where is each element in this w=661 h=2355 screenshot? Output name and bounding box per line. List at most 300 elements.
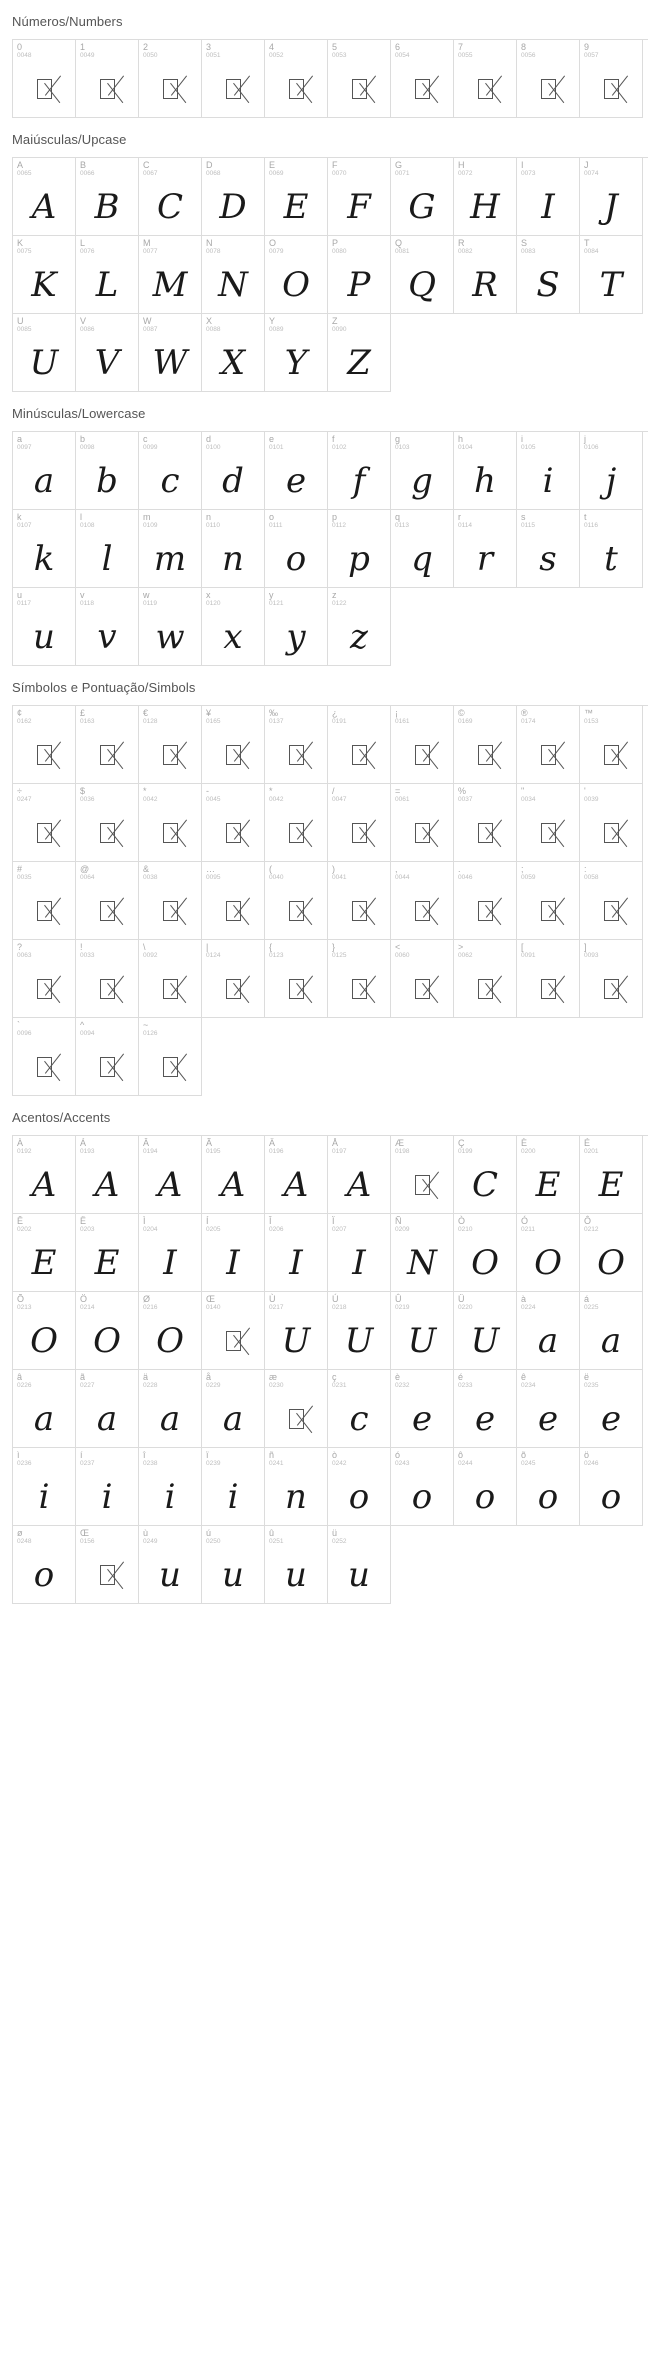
glyph-cell[interactable]	[517, 784, 580, 862]
glyph-missing-box-icon	[391, 1158, 453, 1211]
glyph-cell[interactable]	[454, 1292, 517, 1370]
glyph-cell[interactable]	[202, 432, 265, 510]
glyph-cell[interactable]	[580, 510, 643, 588]
glyph-preview: o	[348, 1476, 370, 1517]
glyph-cell[interactable]	[454, 158, 517, 236]
glyph-section	[0, 666, 661, 1096]
glyph-cell[interactable]	[76, 158, 139, 236]
glyph-cell[interactable]	[76, 706, 139, 784]
glyph-cell[interactable]	[391, 432, 454, 510]
glyph-cell[interactable]	[139, 862, 202, 940]
glyph-cell[interactable]	[76, 1448, 139, 1526]
glyph-code-label: 0085	[17, 326, 32, 333]
glyph-code-label: 0083	[521, 248, 536, 255]
glyph-missing-box-icon	[202, 728, 264, 781]
glyph-missing-box-icon	[580, 806, 642, 859]
glyph-cell[interactable]	[580, 236, 643, 314]
glyph-character-label: ^	[80, 1020, 85, 1030]
glyph-cell[interactable]	[328, 158, 391, 236]
glyph-missing-box-icon	[517, 806, 579, 859]
glyph-code-label: 0123	[269, 952, 284, 959]
glyph-code-label: 0248	[17, 1538, 32, 1545]
glyph-cell[interactable]	[391, 1214, 454, 1292]
glyph-character-label: â	[17, 1372, 23, 1382]
glyph-character-label: /	[332, 786, 335, 796]
glyph-cell[interactable]	[391, 862, 454, 940]
glyph-cell[interactable]	[580, 862, 643, 940]
glyph-cell[interactable]	[328, 314, 391, 392]
glyph-code-label: 0237	[80, 1460, 95, 1467]
glyph-cell[interactable]	[265, 784, 328, 862]
glyph-character-label: æ	[269, 1372, 278, 1382]
glyph-missing-box-icon	[328, 962, 390, 1015]
glyph-cell[interactable]	[328, 1448, 391, 1526]
glyph-cell[interactable]	[517, 432, 580, 510]
glyph-cell[interactable]	[391, 510, 454, 588]
glyph-cell[interactable]	[76, 1370, 139, 1448]
glyph-cell[interactable]	[202, 706, 265, 784]
glyph-character-label: [	[521, 942, 524, 952]
glyph-cell[interactable]	[517, 1370, 580, 1448]
glyph-cell[interactable]	[517, 236, 580, 314]
glyph-character-label: b	[80, 434, 86, 444]
glyph-code-label: 0105	[521, 444, 536, 451]
glyph-code-label: 0137	[269, 718, 284, 725]
glyph-preview: X	[220, 342, 246, 383]
glyph-character-label: '	[584, 786, 586, 796]
glyph-cell[interactable]	[202, 314, 265, 392]
glyph-character-label: ~	[143, 1020, 149, 1030]
glyph-cell[interactable]	[13, 1214, 76, 1292]
glyph-cell[interactable]	[76, 1136, 139, 1214]
glyph-cell[interactable]	[202, 1448, 265, 1526]
glyph-code-label: 0109	[143, 522, 158, 529]
glyph-cell[interactable]	[580, 432, 643, 510]
glyph-cell[interactable]	[139, 588, 202, 666]
glyph-missing-box-icon	[517, 884, 579, 937]
glyph-cell[interactable]	[580, 1214, 643, 1292]
glyph-cell[interactable]	[580, 940, 643, 1018]
glyph-cell[interactable]	[265, 1448, 328, 1526]
glyph-preview: V	[94, 342, 120, 383]
glyph-cell[interactable]	[13, 1018, 76, 1096]
glyph-code-label: 0249	[143, 1538, 158, 1545]
glyph-preview: x	[223, 616, 243, 657]
glyph-character-label: i	[521, 434, 523, 444]
glyph-code-label: 0231	[332, 1382, 347, 1389]
glyph-code-label: 0058	[584, 874, 599, 881]
glyph-cell[interactable]	[13, 1370, 76, 1448]
glyph-preview: o	[411, 1476, 433, 1517]
glyph-cell[interactable]	[328, 784, 391, 862]
glyph-preview: K	[31, 264, 57, 305]
glyph-preview: U	[407, 1320, 437, 1361]
glyph-cell[interactable]	[328, 40, 391, 118]
glyph-code-label: 0119	[143, 600, 157, 607]
glyph-cell[interactable]	[202, 784, 265, 862]
glyph-cell[interactable]	[517, 1214, 580, 1292]
glyph-character-label: j	[584, 434, 586, 444]
glyph-cell[interactable]	[13, 1526, 76, 1604]
glyph-cell[interactable]	[454, 432, 517, 510]
glyph-cell[interactable]	[328, 940, 391, 1018]
glyph-character-label: ë	[584, 1372, 590, 1382]
glyph-code-label: 0073	[521, 170, 536, 177]
glyph-character-label: e	[269, 434, 275, 444]
glyph-preview: e	[537, 1398, 559, 1439]
glyph-cell[interactable]	[202, 236, 265, 314]
glyph-cell[interactable]	[139, 706, 202, 784]
glyph-cell[interactable]	[517, 1136, 580, 1214]
glyph-code-label: 0036	[80, 796, 95, 803]
glyph-missing-box-icon	[13, 884, 75, 937]
glyph-cell[interactable]	[517, 1292, 580, 1370]
glyph-cell[interactable]	[202, 1214, 265, 1292]
glyph-cell[interactable]	[265, 510, 328, 588]
glyph-character-label: Ö	[80, 1294, 88, 1304]
glyph-cell[interactable]	[328, 1526, 391, 1604]
glyph-cell[interactable]	[76, 1292, 139, 1370]
glyph-preview: G	[408, 186, 436, 227]
glyph-section	[0, 1096, 661, 1604]
glyph-code-label: 0102	[332, 444, 347, 451]
glyph-cell[interactable]	[328, 236, 391, 314]
glyph-cell[interactable]	[139, 510, 202, 588]
glyph-cell[interactable]	[328, 510, 391, 588]
glyph-preview: A	[157, 1164, 183, 1205]
glyph-character-label: û	[269, 1528, 275, 1538]
glyph-character-label: I	[521, 160, 524, 170]
glyph-cell[interactable]	[391, 236, 454, 314]
glyph-cell[interactable]	[139, 1018, 202, 1096]
glyph-character-label: Î	[269, 1216, 272, 1226]
glyph-character-label: .	[458, 864, 461, 874]
glyph-cell[interactable]	[202, 40, 265, 118]
glyph-cell[interactable]	[139, 432, 202, 510]
glyph-cell[interactable]	[454, 940, 517, 1018]
glyph-cell[interactable]	[580, 784, 643, 862]
glyph-cell[interactable]	[265, 1292, 328, 1370]
glyph-missing-box-icon	[265, 884, 327, 937]
glyph-cell[interactable]	[391, 1136, 454, 1214]
glyph-cell[interactable]	[517, 158, 580, 236]
glyph-cell[interactable]	[265, 432, 328, 510]
glyph-preview: F	[347, 186, 371, 227]
glyph-cell[interactable]	[76, 940, 139, 1018]
glyph-cell[interactable]	[139, 1214, 202, 1292]
glyph-cell[interactable]	[13, 1292, 76, 1370]
glyph-cell[interactable]	[76, 862, 139, 940]
glyph-cell[interactable]	[517, 1448, 580, 1526]
glyph-cell[interactable]	[454, 784, 517, 862]
glyph-missing-box-icon	[391, 728, 453, 781]
glyph-preview: c	[160, 460, 180, 501]
glyph-cell[interactable]	[580, 1292, 643, 1370]
glyph-cell[interactable]	[265, 236, 328, 314]
glyph-cell[interactable]	[454, 510, 517, 588]
glyph-cell[interactable]	[139, 40, 202, 118]
glyph-cell[interactable]	[202, 1136, 265, 1214]
glyph-cell[interactable]	[13, 158, 76, 236]
section-title: Acentos/Accents	[12, 1110, 111, 1125]
glyph-cell[interactable]	[139, 314, 202, 392]
glyph-character-label: k	[17, 512, 22, 522]
glyph-cell[interactable]	[202, 1526, 265, 1604]
glyph-cell[interactable]	[580, 1136, 643, 1214]
glyph-cell[interactable]	[265, 940, 328, 1018]
glyph-cell[interactable]	[265, 1214, 328, 1292]
glyph-missing-box-icon	[454, 884, 516, 937]
glyph-preview: f	[352, 460, 366, 501]
glyph-character-label: ú	[206, 1528, 212, 1538]
glyph-cell[interactable]	[517, 510, 580, 588]
glyph-code-label: 0243	[395, 1460, 410, 1467]
glyph-cell[interactable]	[13, 314, 76, 392]
glyph-cell[interactable]	[76, 1214, 139, 1292]
glyph-code-label: 0098	[80, 444, 95, 451]
glyph-preview: i	[164, 1476, 176, 1517]
glyph-cell[interactable]	[13, 1448, 76, 1526]
glyph-cell[interactable]	[391, 1370, 454, 1448]
glyph-cell[interactable]	[328, 706, 391, 784]
glyph-character-label: ñ	[269, 1450, 275, 1460]
glyph-character-label: ã	[80, 1372, 86, 1382]
glyph-cell[interactable]	[202, 1292, 265, 1370]
glyph-preview: u	[159, 1554, 181, 1595]
glyph-missing-box-icon	[265, 62, 327, 115]
glyph-cell[interactable]	[76, 510, 139, 588]
glyph-cell[interactable]	[391, 1448, 454, 1526]
glyph-cell[interactable]	[454, 1448, 517, 1526]
glyph-cell[interactable]	[328, 1214, 391, 1292]
glyph-cell[interactable]	[391, 940, 454, 1018]
glyph-missing-box-icon	[517, 962, 579, 1015]
glyph-character-label: 0	[17, 42, 23, 52]
glyph-cell[interactable]	[391, 40, 454, 118]
glyph-missing-box-icon	[454, 962, 516, 1015]
glyph-code-label: 0225	[584, 1304, 599, 1311]
glyph-character-label: 8	[521, 42, 527, 52]
glyph-missing-box-icon	[13, 962, 75, 1015]
glyph-character-label: Ç	[458, 1138, 465, 1148]
glyph-cell[interactable]	[517, 706, 580, 784]
glyph-character-label: ;	[521, 864, 524, 874]
glyph-cell[interactable]	[13, 862, 76, 940]
glyph-missing-box-icon	[580, 62, 642, 115]
glyph-cell[interactable]	[328, 432, 391, 510]
glyph-character-label: *	[143, 786, 147, 796]
glyph-missing-box-icon	[580, 728, 642, 781]
glyph-code-label: 0108	[80, 522, 95, 529]
glyph-code-label: 0122	[332, 600, 347, 607]
glyph-cell[interactable]	[202, 158, 265, 236]
glyph-preview: u	[348, 1554, 370, 1595]
glyph-cell[interactable]	[202, 588, 265, 666]
glyph-code-label: 0207	[332, 1226, 347, 1233]
glyph-cell[interactable]	[454, 1214, 517, 1292]
glyph-code-label: 0192	[17, 1148, 32, 1155]
glyph-preview: a	[537, 1320, 559, 1361]
glyph-character-label: u	[17, 590, 23, 600]
glyph-cell[interactable]	[265, 40, 328, 118]
glyph-code-label: 0246	[584, 1460, 599, 1467]
glyph-cell[interactable]	[265, 314, 328, 392]
glyph-cell[interactable]	[580, 706, 643, 784]
glyph-cell[interactable]	[76, 588, 139, 666]
glyph-cell[interactable]	[202, 1370, 265, 1448]
glyph-code-label: 0103	[395, 444, 410, 451]
glyph-character-label: Y	[269, 316, 276, 326]
glyph-character-label: Z	[332, 316, 338, 326]
glyph-character-label: m	[143, 512, 151, 522]
glyph-character-label: ?	[17, 942, 23, 952]
glyph-character-label: ê	[521, 1372, 527, 1382]
glyph-code-label: 0065	[17, 170, 32, 177]
glyph-character-label: ö	[584, 1450, 590, 1460]
glyph-cell[interactable]	[139, 236, 202, 314]
glyph-cell[interactable]	[454, 706, 517, 784]
glyph-cell[interactable]	[139, 1136, 202, 1214]
glyph-character-label: |	[206, 942, 209, 952]
glyph-character-label: Æ	[395, 1138, 404, 1148]
glyph-code-label: 0235	[584, 1382, 599, 1389]
glyph-cell[interactable]	[454, 1370, 517, 1448]
glyph-cell[interactable]	[13, 236, 76, 314]
glyph-code-label: 0236	[17, 1460, 32, 1467]
glyph-cell[interactable]	[202, 940, 265, 1018]
glyph-code-label: 0101	[269, 444, 284, 451]
glyph-cell[interactable]	[580, 40, 643, 118]
glyph-cell[interactable]	[139, 940, 202, 1018]
glyph-character-label: ô	[458, 1450, 464, 1460]
glyph-code-label: 0239	[206, 1460, 221, 1467]
glyph-cell[interactable]	[517, 940, 580, 1018]
glyph-cell[interactable]	[580, 1448, 643, 1526]
glyph-missing-box-icon	[76, 884, 138, 937]
glyph-character-label: 1	[80, 42, 86, 52]
glyph-preview: Z	[347, 342, 371, 383]
glyph-cell[interactable]	[328, 1292, 391, 1370]
glyph-character-label: Ó	[521, 1216, 529, 1226]
glyph-cell[interactable]	[139, 1292, 202, 1370]
glyph-cell[interactable]	[76, 236, 139, 314]
glyph-cell[interactable]	[76, 1526, 139, 1604]
glyph-cell[interactable]	[265, 862, 328, 940]
glyph-preview: a	[159, 1398, 181, 1439]
glyph-cell[interactable]	[76, 314, 139, 392]
glyph-code-label: 0233	[458, 1382, 473, 1389]
glyph-character-label: 4	[269, 42, 275, 52]
glyph-cell[interactable]	[139, 1370, 202, 1448]
glyph-character-label: ï	[206, 1450, 209, 1460]
glyph-code-label: 0114	[458, 522, 472, 529]
glyph-cell[interactable]	[580, 1370, 643, 1448]
glyph-code-label: 0232	[395, 1382, 410, 1389]
glyph-cell[interactable]	[265, 1526, 328, 1604]
glyph-preview: N	[218, 264, 248, 305]
glyph-cell[interactable]	[517, 40, 580, 118]
glyph-cell[interactable]	[391, 158, 454, 236]
glyph-cell[interactable]	[139, 158, 202, 236]
glyph-cell[interactable]	[328, 862, 391, 940]
glyph-cell[interactable]	[13, 510, 76, 588]
glyph-cell[interactable]	[580, 158, 643, 236]
glyph-cell[interactable]	[265, 1136, 328, 1214]
glyph-preview: e	[474, 1398, 496, 1439]
glyph-cell[interactable]	[139, 784, 202, 862]
glyph-cell[interactable]	[76, 432, 139, 510]
glyph-character-label: h	[458, 434, 464, 444]
glyph-character-label: è	[395, 1372, 401, 1382]
glyph-cell[interactable]	[265, 158, 328, 236]
glyph-code-label: 0048	[17, 52, 32, 59]
glyph-missing-box-icon	[139, 962, 201, 1015]
glyph-code-label: 0087	[143, 326, 158, 333]
glyph-cell[interactable]	[328, 1370, 391, 1448]
glyph-code-label: 0054	[395, 52, 410, 59]
glyph-cell[interactable]	[202, 510, 265, 588]
glyph-cell[interactable]	[13, 940, 76, 1018]
glyph-cell[interactable]	[76, 1018, 139, 1096]
glyph-grid	[12, 431, 648, 666]
glyph-missing-box-icon	[76, 1548, 138, 1601]
glyph-cell[interactable]	[13, 706, 76, 784]
glyph-preview: O	[282, 264, 310, 305]
glyph-cell[interactable]	[76, 784, 139, 862]
glyph-preview: a	[33, 460, 55, 501]
glyph-code-label: 0037	[458, 796, 473, 803]
glyph-preview: E	[535, 1164, 561, 1205]
glyph-preview: e	[600, 1398, 622, 1439]
glyph-cell[interactable]	[328, 588, 391, 666]
glyph-cell[interactable]	[517, 862, 580, 940]
glyph-character-label: @	[80, 864, 90, 874]
glyph-code-label: 0227	[80, 1382, 95, 1389]
glyph-cell[interactable]	[13, 784, 76, 862]
glyph-cell[interactable]	[391, 784, 454, 862]
glyph-cell[interactable]	[13, 432, 76, 510]
glyph-cell[interactable]	[391, 706, 454, 784]
glyph-character-label: Œ	[206, 1294, 215, 1304]
glyph-cell[interactable]	[454, 1136, 517, 1214]
glyph-character-label: T	[584, 238, 590, 248]
glyph-cell[interactable]	[454, 862, 517, 940]
glyph-cell[interactable]	[391, 1292, 454, 1370]
glyph-cell[interactable]	[328, 1136, 391, 1214]
glyph-preview: O	[30, 1320, 58, 1361]
glyph-character-label: 6	[395, 42, 401, 52]
glyph-cell[interactable]	[265, 1370, 328, 1448]
glyph-cell[interactable]	[13, 1136, 76, 1214]
glyph-preview: Y	[284, 342, 308, 383]
glyph-cell[interactable]	[202, 862, 265, 940]
glyph-cell[interactable]	[13, 40, 76, 118]
glyph-code-label: 0161	[395, 718, 410, 725]
glyph-code-label: 0047	[332, 796, 347, 803]
glyph-grid	[12, 39, 648, 118]
glyph-cell[interactable]	[265, 706, 328, 784]
glyph-cell[interactable]	[265, 588, 328, 666]
glyph-cell[interactable]	[454, 236, 517, 314]
glyph-cell[interactable]	[76, 40, 139, 118]
glyph-cell[interactable]	[139, 1448, 202, 1526]
glyph-cell[interactable]	[139, 1526, 202, 1604]
glyph-cell[interactable]	[13, 588, 76, 666]
glyph-character-label: Â	[143, 1138, 150, 1148]
glyph-cell[interactable]	[454, 40, 517, 118]
glyph-character-label: ¢	[17, 708, 23, 718]
glyph-character-label: í	[80, 1450, 83, 1460]
